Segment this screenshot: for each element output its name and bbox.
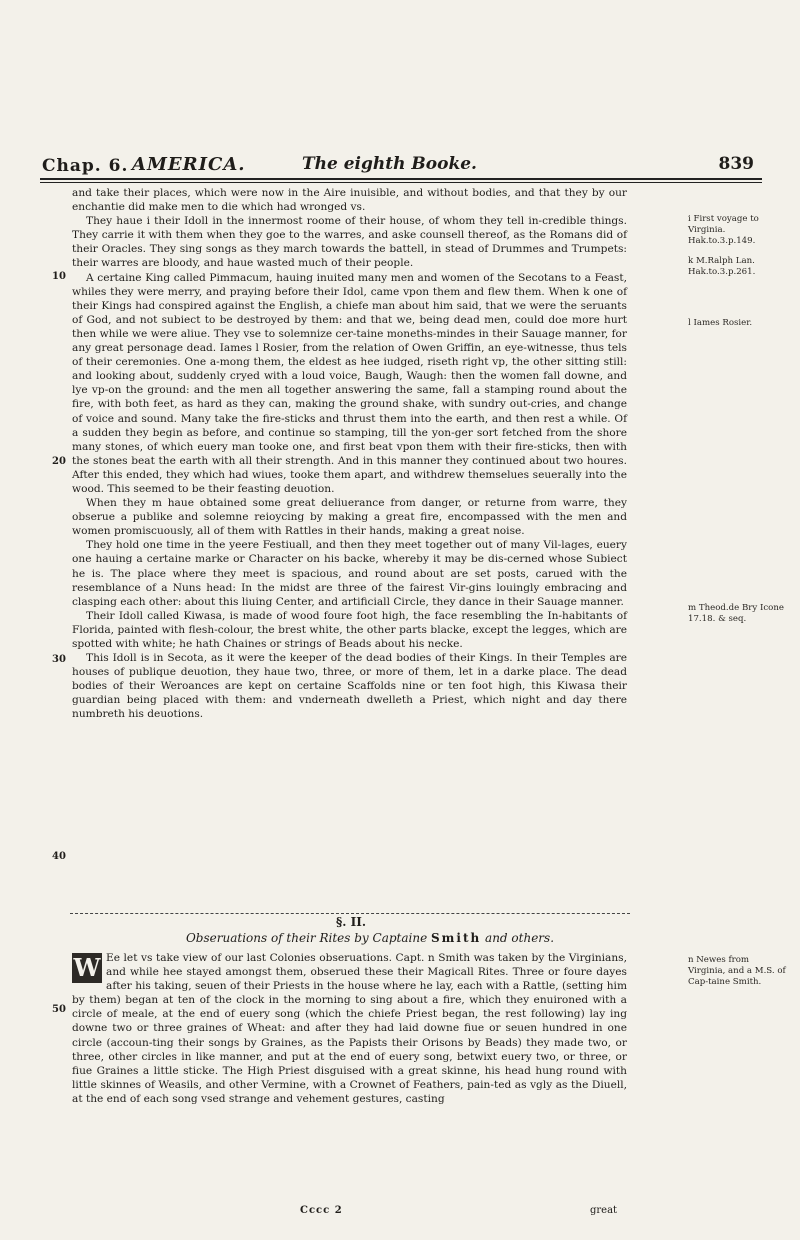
paragraph: Their Idoll called Kiwasa, is made of wood foure foot high, the face resembling the In-habitants of Florida, painted with flesh-colour, the brest white, the other parts blacke, except the legges, which are spotted with white; he hath Chaines or strings of Beads about his necke. (72, 609, 627, 650)
header-rule (40, 178, 762, 180)
margin-note: k M.Ralph Lan. Hak.to.3.p.261. (688, 256, 756, 277)
paragraph: Ee let vs take view of our last Colonies obseruations. Capt. n Smith was taken by the Virginians, and while hee stayed amongst them, obserued these their Magicall Rites. Three or foure dayes after his taking, seuen of their Priests in the house where he lay, each with a Rattle, (setting him by them) began at ten of the clock in the morning to sing about a fire, which they enuironed with a circle of meale, at the end of euery song (which the chiefe Priest began, the rest following) lay ing downe two or three graines of Wheat: and after they had laid downe fiue or seuen hundred in one circle (accoun-ting their songs by Graines, as the Papists their Orisons by Beads) they made two, or three, other circles in like manner, and put at the end of euery song, betwixt euery two, or three, or fiue Graines a little sticke. The High Priest disguised with a great skinne, his head hung round with little skinnes of Weasils, and other Vermine, with a Crownet of Feathers, pain-ted as vgly as the Diuell, at the end of each song vsed strange and vehement gestures, casting (72, 952, 627, 1105)
paragraph: They hold one time in the yeere Festiuall, and then they meet together out of many Vil-lages, euery one hauing a certaine marke or Character on his backe, whereby it may be dis-cerned whose Subiect he is. The place where they meet is spacious, and round about are set posts, carued with the resemblance of a Nuns head: In the midst are three of the fairest Vir-gins louingly embracing and clasping each other: about this liuing Center, and artificiall Circle, they dance in their Sauage manner. (72, 539, 627, 608)
catchword: great (590, 1205, 618, 1216)
section-title-end: and others. (485, 931, 555, 945)
running-header (32, 150, 772, 180)
page-number: 839 (718, 154, 754, 174)
line-number: 40 (52, 851, 66, 862)
paragraph: A certaine King called Pimmacum, hauing inuited many men and women of the Secotans to a Feast, whiles they were merry, and praying before their Idol, came vpon them and flew them. When k one of their Kings had conspired against the English, a chiefe man about him said, that we were the seruants of God, and not subiect to be destroyed by them: and that we, being dead men, could doe more hurt then while we were aliue. They vse to solemnize cer-taine moneths-mindes in their Sauage manner, for any great personage dead. Iames l Rosier, from the relation of Owen Griffin, an eye-witnesse, thus tels of their ceremonies. One a-mong them, the eldest as hee iudged, riseth right vp, the other sitting still: and looking about, suddenly cryed with a loud voice, Baugh, Waugh: then the women fall downe, and lye vp-on the ground: and the men all together answering the same, fall a stamping round about the fire, with both feet, as hard as they can, making the ground shake, with sundry out-cries, and change of voice and sound. Many take the fire-sticks and thrust them into the earth, and then rest a while. Of a sudden they begin as before, and continue so stamping, till the yon-ger sort fetched from the shore many stones, of which euery man tooke one, and first beat vpon them with their fire-sticks, then with the stones beat the earth with all their strength. And in this manner they continued about two houres. After this ended, they which had wiues, tooke them apart, and withdrew themselues seuerally into the wood. This seemed to be their feasting deuotion. (72, 271, 627, 495)
chapter-label: Chap. 6. (42, 156, 129, 176)
section-title (120, 931, 620, 945)
paragraph: and take their places, which were now in the Aire inuisible, and without bodies, and that they by our enchantie did make men to die which had wronged vs. (72, 187, 627, 214)
line-number: 10 (52, 271, 66, 282)
main-text-top (72, 186, 627, 722)
paragraph: When they m haue obtained some great deliuerance from danger, or returne from warre, they obserue a publike and solemne reioycing by making a great fire, encompassed with the men and women promiscuously, all of them with Rattles in their hands, making a great noise. (72, 497, 627, 538)
header-rule-thin (40, 182, 762, 183)
running-title: AMERICA. (132, 154, 246, 175)
drop-cap: W (73, 953, 101, 982)
section-title-name: Smith (431, 931, 482, 945)
line-number: 50 (52, 1004, 66, 1015)
paragraph: They haue i their Idoll in the innermost roome of their house, of whom they tell in-credible things. They carrie it with them when they goe to the warres, and aske counsell thereof, as the Romans did of their Oracles. They sing songs as they march towards the battell, in stead of Drummes and Trumpets: their warres are bloody, and haue wasted much of their people. (72, 215, 627, 270)
signature-mark: Cccc 2 (300, 1205, 343, 1216)
margin-note: l Iames Rosier. (688, 318, 753, 328)
section-divider (70, 913, 630, 914)
margin-note: m Theod.de Bry Icone 17.18. & seq. (688, 603, 784, 624)
margin-note: n Newes from Virginia, and a M.S. of Cap-taine Smith. (688, 955, 786, 987)
paragraph: This Idoll is in Secota, as it were the keeper of the dead bodies of their Kings. In their Temples are houses of publique deuotion, they haue two, three, or more of them, let in a darke place. The dead bodies of their Weroances are kept on certaine Scaffolds nine or ten foot high, this Kiwasa their guardian being placed with them: and vnderneath dwelleth a Priest, which night and day there numbreth his deuotions. (72, 652, 627, 721)
book-label: The eighth Booke. (302, 154, 477, 174)
section-title-text: Obseruations of their Rites by Captaine (185, 931, 428, 945)
line-number: 30 (52, 654, 66, 665)
margin-note: i First voyage to Virginia. Hak.to.3.p.149. (688, 214, 759, 246)
main-text-bottom (72, 951, 627, 1106)
section-number: §. II. (336, 915, 367, 929)
line-number: 20 (52, 456, 66, 467)
